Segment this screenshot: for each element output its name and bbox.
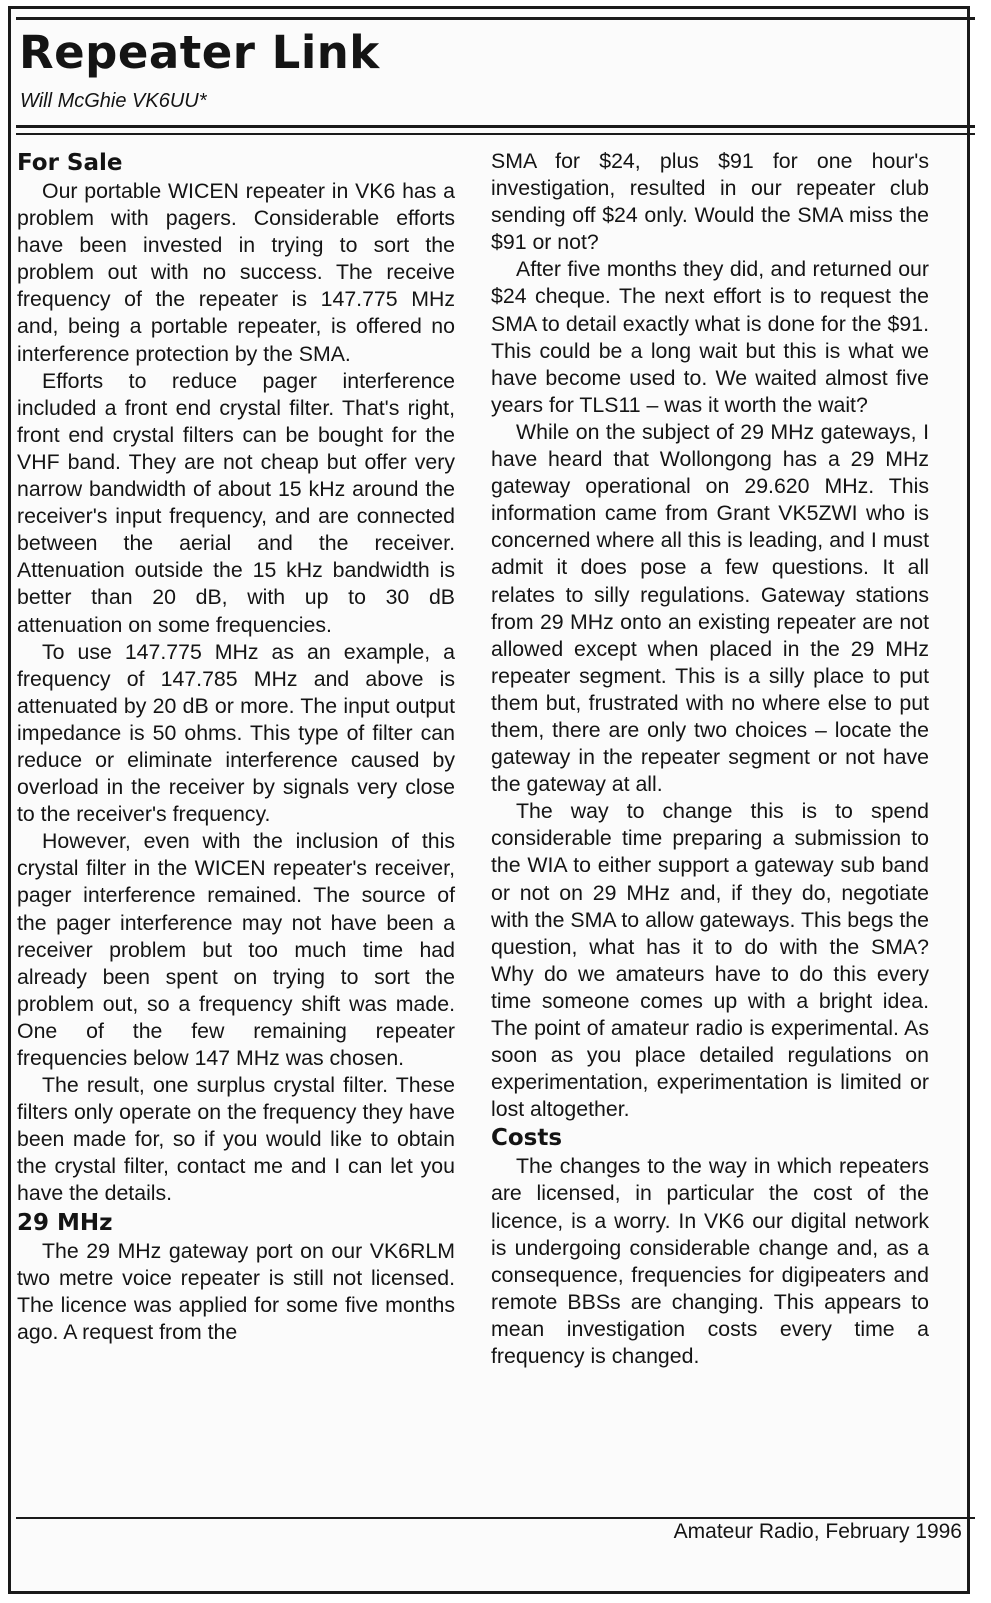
paragraph: While on the subject of 29 MHz gateways, I have heard that Wollongong has a 29 MHz gateway operational on 29.620 MHz. This information came from Grant VK5ZWI who is concerned where all this is leading, and I must admit it does pose a few questions. It all relates to silly regulations. Gateway stations from 29 MHz onto an existing repeater are not allowed except when placed in the 29 MHz repeater segment. This is a silly place to put them but, frustrated with no where else to put them, there are only two choices – locate the gateway in the repeater segment or not have the gateway at all. [491,419,929,797]
paragraph: The 29 MHz gateway port on our VK6RLM two metre voice repeater is still not licensed. The licence was applied for some five months ago. A request from the [17,1238,455,1344]
paragraph: The way to change this is to spend considerable time preparing a submission to the WIA to either support a gateway sub band or not on 29 MHz and, if they do, negotiate with the SMA to allow gateways. This begs the question, what has it to do with the SMA? Why do we amateurs have to do this every time someone comes up with a bright idea. The point of amateur radio is experimental. As soon as you place detailed regulations on experimentation, experimentation is limited or lost altogether. [491,799,929,1122]
paragraph: However, even with the inclusion of this crystal filter in the WICEN repeater's receiver, pager interference remained. The source of the pager interference may not have been a receiver problem but too much time had already been spent on trying to sort the problem out, so a frequency shift was made. One of the few remaining repeater frequencies below 147 MHz was chosen. [17,829,455,1070]
section-heading-29-mhz: 29 MHz [17,1209,113,1236]
header-rule-lower [16,133,975,135]
paragraph: The changes to the way in which repeaters are licensed, in particular the cost of the licence, is a worry. In VK6 our digital network is undergoing considerable change and, as a consequence, frequencies for digipeaters and remote BBSs are changing. This appears to mean investigation costs every time a frequency is changed. [491,1154,929,1369]
paragraph: Efforts to reduce pager interference included a front end crystal filter. That's right, front end crystal filters can be bought for the VHF band. They are not cheap but offer very narrow bandwidth of about 15 kHz around the receiver's input frequency, and are connected between the aerial and the receiver. Attenuation outside the 15 kHz bandwidth is better than 20 dB, with up to 30 dB attenuation on some frequencies. [17,368,455,637]
top-rule [16,17,975,20]
section-heading-for-sale: For Sale [17,150,123,176]
paragraph: To use 147.775 MHz as an example, a frequency of 147.785 MHz and above is attenuated by 20 dB or more. The input output impedance is 50 ohms. This type of filter can reduce or eliminate interference caused by overload in the receiver by signals very close to the receiver's frequency. [17,639,455,827]
paragraph: After five months they did, and returned our $24 cheque. The next effort is to request the SMA to detail exactly what is done for the $91. This could be a long wait but this is what we have become used to. We waited almost five years for TLS11 – was it worth the wait? [491,257,929,417]
column-right [491,148,929,1370]
article-byline: Will McGhie VK6UU* [20,90,207,112]
paragraph-continued: SMA for $24, plus $91 for one hour's investigation, resulted in our repeater club sending off $24 only. Would the SMA miss the $91 or not? [491,149,929,255]
header-rule-upper [16,125,975,128]
column-left [17,148,455,1346]
paragraph: The result, one surplus crystal filter. These filters only operate on the frequency they have been made for, so if you would like to obtain the crystal filter, contact me and I can let you have the details. [17,1073,455,1206]
section-heading-costs: Costs [491,1125,563,1152]
footer-source: Amateur Radio, February 1996 [673,1520,962,1543]
article-title: Repeater Link [19,26,380,79]
paragraph: Our portable WICEN repeater in VK6 has a problem with pagers. Considerable efforts have been invested in trying to sort the problem out with no success. The receive frequency of the repeater is 147.775 MHz and, being a portable repeater, is offered no interference protection by the SMA. [17,179,455,366]
footer-rule [16,1517,975,1519]
